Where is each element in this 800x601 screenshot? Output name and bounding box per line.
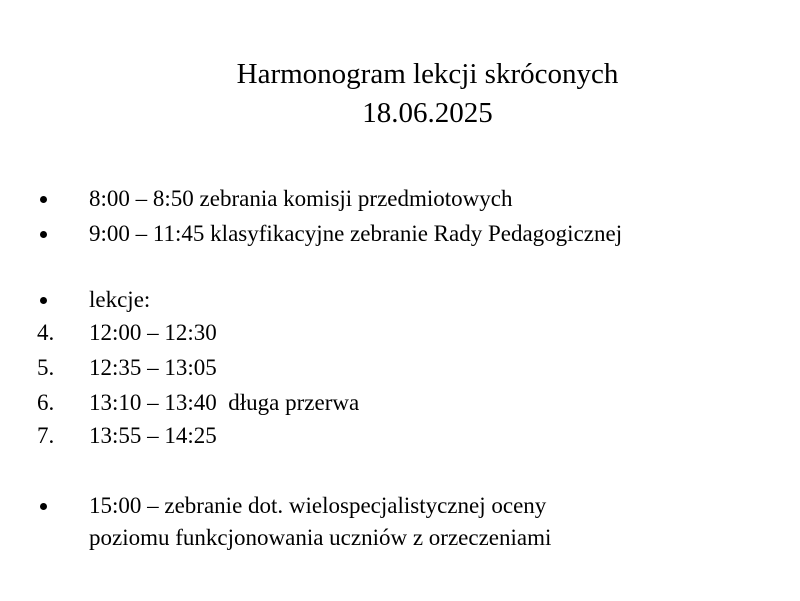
bullet-icon (40, 196, 47, 203)
page-date: 18.06.2025 (362, 97, 493, 129)
lesson-time: 12:00 – 12:30 (89, 320, 217, 345)
list-item: 8:00 – 8:50 zebrania komisji przedmiotowych (89, 186, 513, 211)
list-item: 9:00 – 11:45 klasyfikacyjne zebranie Rady Pedagogicznej (89, 221, 623, 246)
lesson-number: 5. (37, 355, 55, 380)
lesson-number: 7. (37, 423, 55, 448)
bullet-icon (40, 297, 47, 304)
lessons-heading: lekcje: (89, 287, 151, 312)
bullet-icon (40, 231, 47, 238)
lesson-time: 12:35 – 13:05 (89, 355, 217, 380)
final-meeting-line2: poziomu funkcjonowania uczniów z orzeczeniami (89, 525, 552, 550)
lesson-number: 4. (37, 320, 55, 345)
final-meeting-line1: 15:00 – zebranie dot. wielospecjalistycznej oceny (89, 493, 547, 518)
lesson-time: 13:10 – 13:40 długa przerwa (89, 390, 360, 415)
lesson-number: 6. (37, 390, 55, 415)
bullet-icon (40, 503, 47, 510)
lesson-time: 13:55 – 14:25 (89, 423, 217, 448)
page-title: Harmonogram lekcji skróconych (236, 58, 619, 90)
